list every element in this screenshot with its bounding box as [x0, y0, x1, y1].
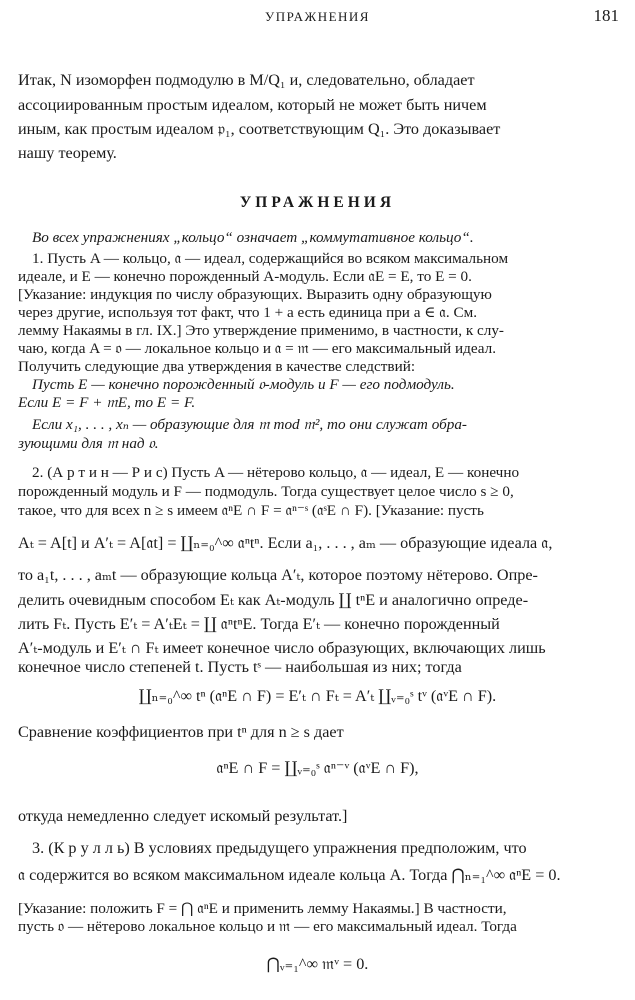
exercise-1-line: 1. Пусть A — кольцо, 𝔞 — идеал, содержащийся во всяком максимальном: [32, 250, 509, 267]
exercise-1-line: Получить следующие два утверждения в качестве следствий:: [18, 358, 416, 375]
page-number: 181: [593, 6, 619, 25]
intro-line: ассоциированным простым идеалом, который не может быть ничем: [18, 96, 487, 114]
exercise-2-line: A′ₜ-модуль и E′ₜ ∩ Fₜ имеет конечное число образующих, включающих лишь: [18, 639, 546, 657]
intro-line: нашу теорему.: [18, 144, 117, 162]
exercise-2-line: лить Fₜ. Пусть E′ₜ = A′ₜEₜ = ∐ 𝔞ⁿtⁿE. Тогда E′ₜ — конечно порожденный: [18, 615, 500, 633]
display-formula-2: 𝔞ⁿE ∩ F = ∐ᵥ₌₀ˢ 𝔞ⁿ⁻ᵛ (𝔞ᵛE ∩ F),: [216, 759, 419, 777]
exercise-2-line: порожденный модуль и F — подмодуль. Тогда существует целое число s ≥ 0,: [18, 483, 514, 500]
exercise-1-line: Если x₁, . . . , xₙ — образующие для 𝔪 mod 𝔪², то они служат обра-: [32, 416, 467, 433]
exercise-1-line: зующими для 𝔪 над 𝔬.: [18, 435, 159, 452]
exercise-1-line: идеале, и E — конечно порожденный A-модуль. Если 𝔞E = E, то E = 0.: [18, 268, 472, 285]
exercise-2-line: 2. (А р т и н — Р и с) Пусть A — нётерово кольцо, 𝔞 — идеал, E — конечно: [32, 464, 520, 481]
exercise-2-line: Aₜ = A[t] и A′ₜ = A[𝔞t] = ∐ₙ₌₀^∞ 𝔞ⁿtⁿ. Если a₁, . . . , aₘ — образующие идеала 𝔞,: [18, 534, 553, 552]
exercise-2-line: такое, что для всех n ≥ s имеем 𝔞ⁿE ∩ F = 𝔞ⁿ⁻ˢ (𝔞ˢE ∩ F). [Указание: пусть: [18, 502, 484, 519]
running-header: [0, 6, 635, 28]
exercise-1-line: [Указание: индукция по числу образующих. Выразить одну образующую: [18, 286, 492, 303]
exercise-1-line: лемму Накаямы в гл. IX.] Это утверждение применимо, в частности, к слу-: [18, 322, 504, 339]
exercise-3-line: пусть 𝔬 — нётерово локальное кольцо и 𝔪 — его максимальный идеал. Тогда: [18, 918, 517, 935]
exercise-1-line: чаю, когда A = 𝔬 — локальное кольцо и 𝔞 = 𝔪 — его максимальный идеал.: [18, 340, 496, 357]
exercise-2-line: делить очевидным способом Eₜ как Aₜ-модуль ∐ tⁿE и аналогично опреде-: [18, 591, 529, 609]
conclusion-line: откуда немедленно следует искомый результат.]: [18, 807, 348, 825]
exercise-1-line: Пусть E — конечно порожденный 𝔬-модуль и F — его подмодуль.: [32, 376, 455, 393]
display-formula-3: ⋂ᵥ₌₁^∞ 𝔪ᵛ = 0.: [266, 955, 369, 973]
exercises-preface: Во всех упражнениях „кольцо“ означает „коммутативное кольцо“.: [32, 229, 474, 246]
exercise-3-line: 3. (К р у л л ь) В условиях предыдущего упражнения предположим, что: [32, 839, 527, 857]
intro-line: иным, как простым идеалом 𝔭₁, соответствующим Q₁. Это доказывает: [18, 120, 501, 138]
exercise-3-line: [Указание: положить F = ⋂ 𝔞ⁿE и применить лемму Накаямы.] В частности,: [18, 900, 507, 917]
display-formula-1: ∐ₙ₌₀^∞ tⁿ (𝔞ⁿE ∩ F) = E′ₜ ∩ Fₜ = A′ₜ ∐ᵥ₌₀ˢ tᵛ (𝔞ᵛE ∩ F).: [138, 687, 497, 705]
exercise-2-line: то a₁t, . . . , aₘt — образующие кольца A′ₜ, которое поэтому нётерово. Опре-: [18, 566, 538, 584]
section-title: УПРАЖНЕНИЯ: [239, 194, 396, 211]
compare-line: Сравнение коэффициентов при tⁿ для n ≥ s дает: [18, 723, 344, 741]
exercise-1-line: Если E = F + 𝔪E, то E = F.: [18, 394, 196, 411]
exercise-1-line: через другие, используя тот факт, что 1 + a есть единица при a ∈ 𝔞. См.: [18, 304, 478, 321]
running-title: УПРАЖНЕНИЯ: [265, 9, 370, 24]
exercise-3-line: 𝔞 содержится во всяком максимальном идеале кольца A. Тогда ⋂ₙ₌₁^∞ 𝔞ⁿE = 0.: [18, 866, 561, 884]
exercise-2-line: конечное число степеней t. Пусть tˢ — наибольшая из них; тогда: [18, 658, 462, 676]
intro-line: Итак, N изоморфен подмодулю в M/Q₁ и, следовательно, обладает: [18, 71, 475, 89]
